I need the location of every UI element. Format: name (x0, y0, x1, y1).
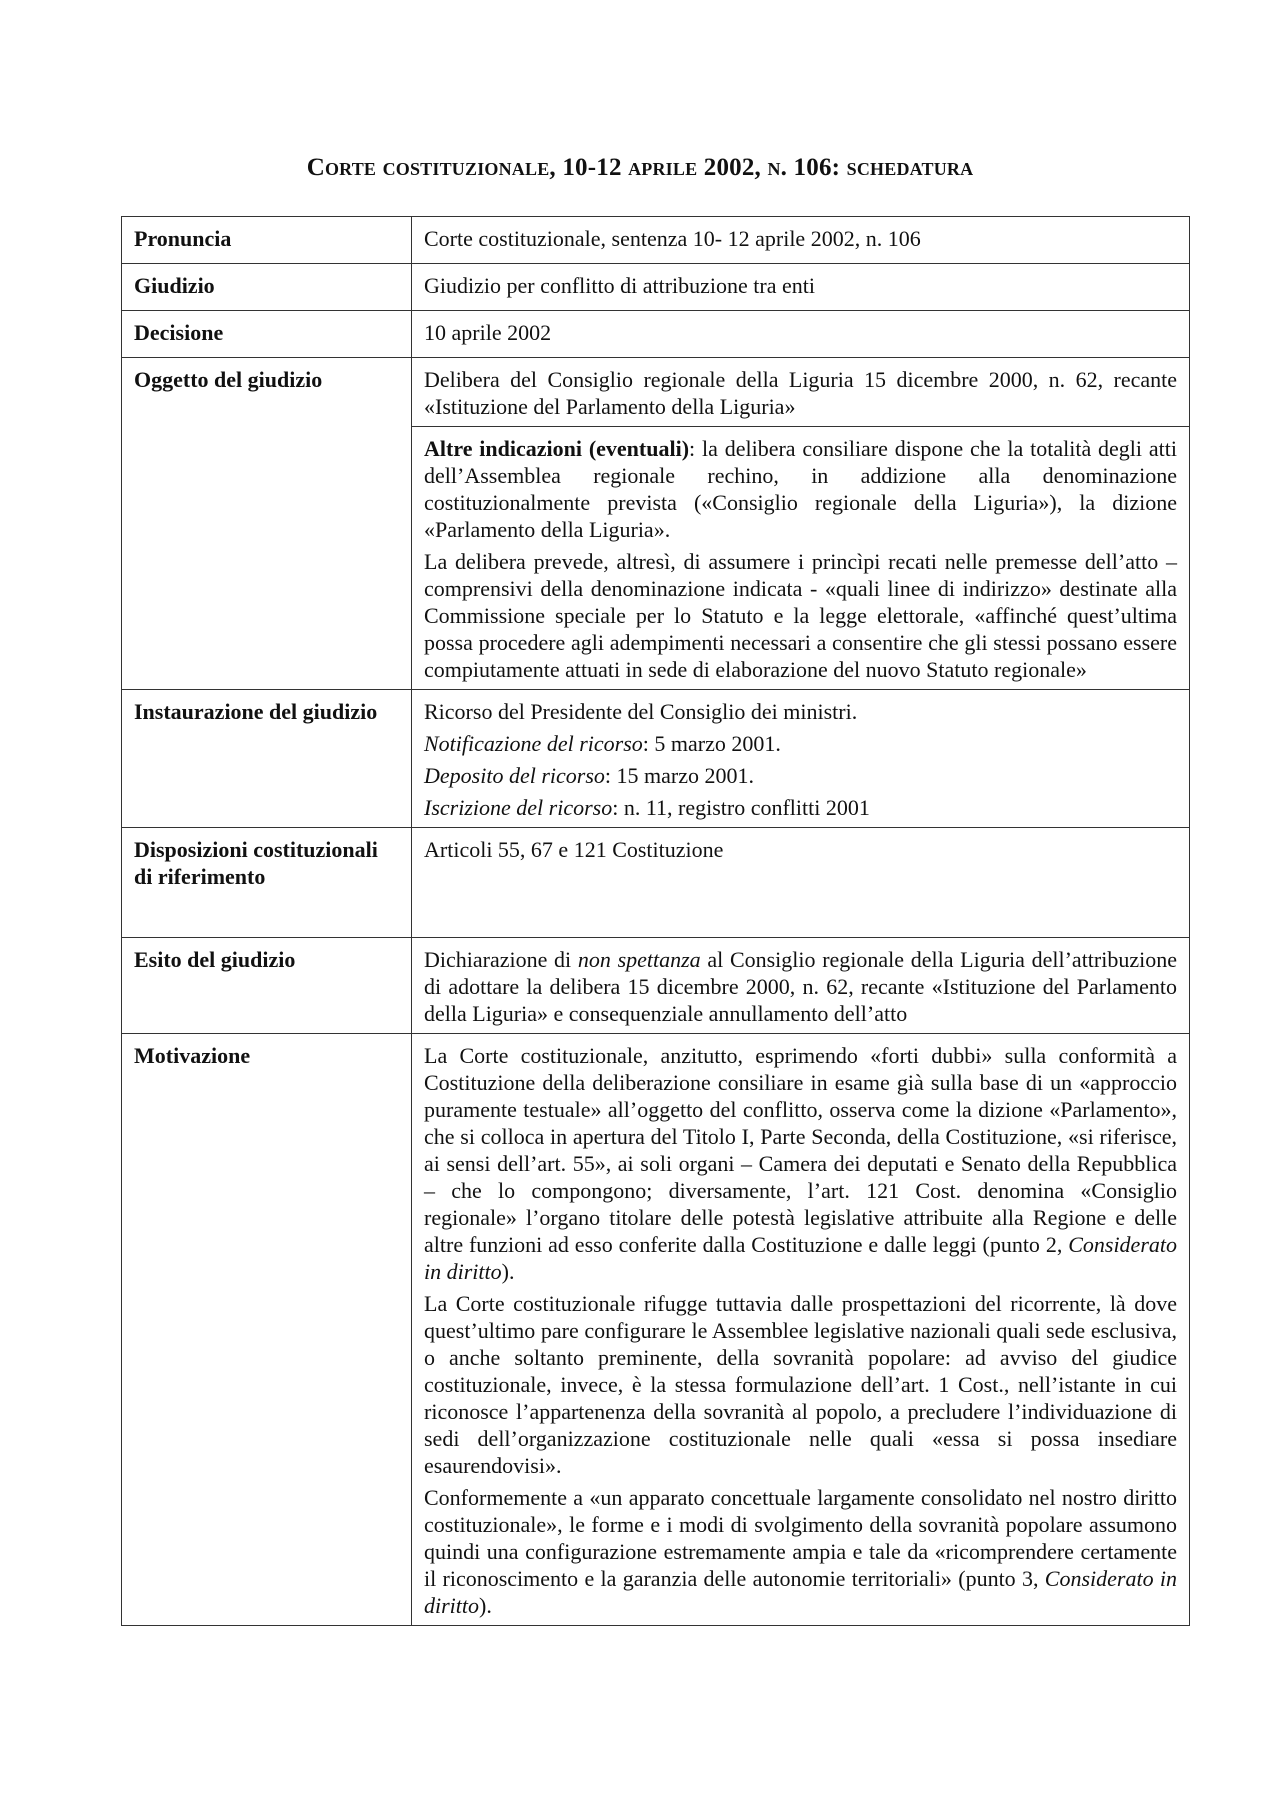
table-row-decisione (122, 311, 1190, 358)
row-label: Giudizio (122, 264, 412, 311)
altre-indicazioni-paragraph-2: La delibera prevede, altresì, di assumere i princìpi recati nelle premesse dell’atto – comprensivi della denominazione indicata - «quali linee di indirizzo» destinate alla Commissione speciale per lo Statuto e la legge elettorale, «affinché quest’ultima possa procedere agli adempimenti necessari a consentire che gli stessi possano essere compiutamente attuati in sede di elaborazione del nuovo Statuto regionale» (424, 549, 1177, 682)
table-row-disposizioni (122, 828, 1190, 938)
esito-text-1: Dichiarazione di (424, 947, 578, 972)
motivazione-end-1: ). (501, 1259, 515, 1284)
row-value: Giudizio per conflitto di attribuzione tra enti (412, 264, 1190, 311)
row-label: Motivazione (122, 1034, 412, 1626)
ricorso-line: Ricorso del Presidente del Consiglio dei ministri. (424, 699, 858, 724)
row-label: Decisione (122, 311, 412, 358)
esito-paragraph (424, 946, 1177, 1027)
notificazione-value: : 5 marzo 2001. (642, 731, 781, 756)
row-value (412, 1034, 1190, 1626)
esito-italic: non spettanza (577, 947, 701, 972)
row-value: 10 aprile 2002 (412, 311, 1190, 358)
row-value: Articoli 55, 67 e 121 Costituzione (412, 828, 1190, 938)
table-row-instaurazione (122, 690, 1190, 828)
iscrizione-label: Iscrizione del ricorso (424, 795, 613, 820)
table-row-pronuncia (122, 217, 1190, 264)
schedatura-table (121, 216, 1190, 1626)
iscrizione-line (424, 794, 1177, 821)
table-row-esito (122, 938, 1190, 1034)
motivazione-italic-1: Considerato in diritto (424, 1232, 1177, 1284)
motivazione-paragraph-3 (424, 1484, 1177, 1619)
notificazione-label: Notificazione del ricorso (424, 731, 643, 756)
motivazione-italic-3: Considerato in diritto (424, 1566, 1178, 1618)
notificazione-line (424, 730, 1177, 757)
altre-indicazioni-paragraph-1 (424, 435, 1177, 543)
altre-indicazioni-heading: Altre indicazioni (eventuali) (424, 436, 690, 461)
row-value (412, 938, 1190, 1034)
motivazione-paragraph-2: La Corte costituzionale rifugge tuttavia dalle prospettazioni del ricorrente, là dove quest’ultimo pare configurare le Assemblee legislative nazionali quali sede esclusiva, o anche soltanto preminente, della sovranità popolare: ad avviso del giudice costituzionale, invece, è la stessa formulazione dell’art. 1 Cost., nell’istante in cui riconosce l’appartenenza della sovranità al popolo, a precludere l’individuazione di sedi dell’organizzazione costituzionale nelle quali «essa si possa insediare esaurendovisi». (424, 1291, 1177, 1478)
row-label: Oggetto del giudizio (122, 358, 412, 690)
deposito-label: Deposito del ricorso (424, 763, 605, 788)
motivazione-text-1: La Corte costituzionale, anzitutto, esprimendo «forti dubbi» sulla conformità a Costituzione della deliberazione consiliare in esame già sulla base di un «approccio puramente testuale» all’oggetto del conflitto, osserva come la dizione «Parlamento», che si colloca in apertura del Titolo I, Parte Seconda, della Costituzione, «si riferisce, ai sensi dell’art. 55», ai soli organi – Camera dei deputati e Senato della Repubblica – che lo compongono; diversamente, l’art. 121 Cost. denomina «Consiglio regionale» l’organo titolare delle potestà legislative attribuite alla Regione e delle altre funzioni ad esso conferite dalla Costituzione e dalle leggi (punto 2, (424, 1043, 1177, 1257)
iscrizione-value: : n. 11, registro conflitti 2001 (612, 795, 870, 820)
table-row-motivazione (122, 1034, 1190, 1626)
altre-indicazioni-text: : la delibera consiliare dispone che la totalità degli atti dell’Assemblea regionale rechino, in addizione alla denominazione costituzionalmente prevista («Consiglio regionale della Liguria»), la dizione «Parlamento della Liguria». (424, 436, 1177, 542)
row-label: Pronuncia (122, 217, 412, 264)
page-title: Corte costituzionale, 10-12 aprile 2002, n. 106: schedatura (306, 154, 974, 181)
row-value: Corte costituzionale, sentenza 10- 12 aprile 2002, n. 106 (412, 217, 1190, 264)
row-value: Delibera del Consiglio regionale della Liguria 15 dicembre 2000, n. 62, recante «Istituzione del Parlamento della Liguria» (412, 358, 1190, 427)
row-value (412, 427, 1190, 690)
motivazione-text-3: Conformemente a «un apparato concettuale largamente consolidato nel nostro diritto costituzionale», le forme e i modi di svolgimento della sovranità popolare assumono quindi una configurazione estremamente ampia e tale da «ricomprendere certamente il riconoscimento e la garanzia delle autonomie territoriali» (punto 3, (424, 1485, 1177, 1591)
row-label: Disposizioni costituzionali di riferimento (122, 828, 412, 938)
esito-text-2: al Consiglio regionale della Liguria dell’attribuzione di adottare la delibera 15 dicembre 2000, n. 62, recante «Istituzione del Parlamento della Liguria» e consequenziale annullamento dell’atto (424, 947, 1177, 1026)
motivazione-end-3: ). (479, 1593, 492, 1618)
table-row-giudizio (122, 264, 1190, 311)
table-row-oggetto (122, 358, 1190, 427)
deposito-value: : 15 marzo 2001. (604, 763, 754, 788)
row-value (412, 690, 1190, 828)
deposito-line (424, 762, 1177, 789)
row-label: Esito del giudizio (122, 938, 412, 1034)
row-label: Instaurazione del giudizio (122, 690, 412, 828)
motivazione-paragraph-1 (424, 1042, 1177, 1285)
